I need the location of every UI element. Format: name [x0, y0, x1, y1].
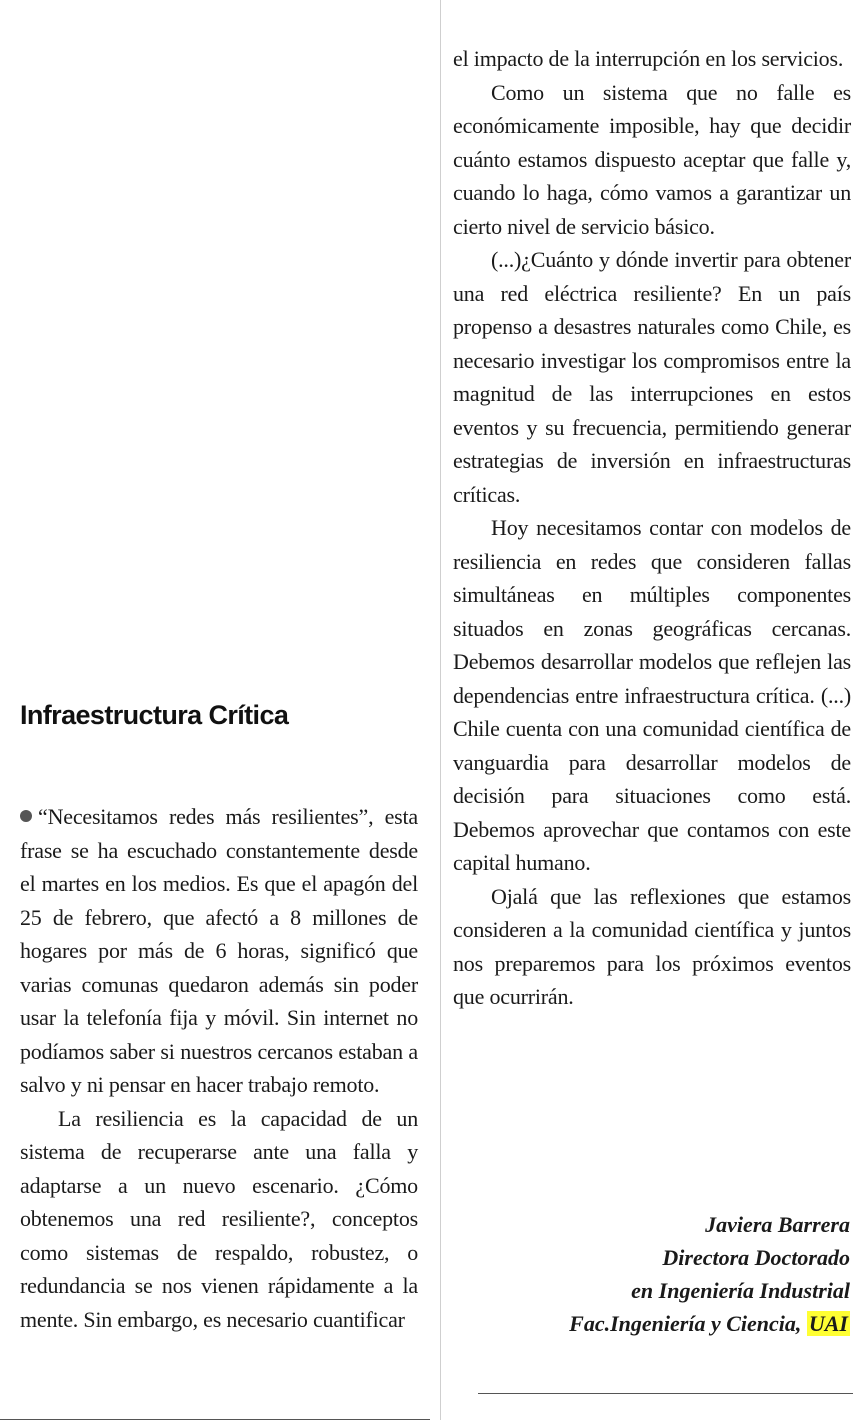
signature-rule [478, 1393, 853, 1394]
left-paragraph-1-text: “Necesitamos redes más resilientes”, esta frase se ha escuchado constantemente desde el martes en los medios. Es que el apagón del 25 de febrero, que afectó a 8 millones de hogares por más de 6 horas, significó que varias comunas quedaron además sin poder usar la telefonía fija y móvil. Sin internet no podíamos saber si nuestros cercanos estaban a salvo y ni pensar en hacer trabajo remoto. [20, 804, 418, 1097]
column-divider [440, 0, 441, 1420]
right-paragraph-3: (...)¿Cuánto y dónde invertir para obtener una red eléctrica resiliente? En un país propenso a desastres naturales como Chile, es necesario investigar los compromisos entre la magnitud de las interrupciones en estos eventos y su frecuencia, permitiendo generar estrategias de inversión en infraestructuras críticas. [453, 247, 851, 507]
right-paragraph-4: Hoy necesitamos contar con modelos de resiliencia en redes que consideren fallas simultáneas en múltiples componentes situados en zonas geográficas cercanas. Debemos desarrollar modelos que reflejen las dependencias entre infraestructura crítica. (...) Chile cuenta con una comunidad científica de vanguardia para desarrollar modelos de decisión para situaciones como está. Debemos aprovechar que contamos con este capital humano. [453, 515, 851, 875]
bullet-icon [20, 810, 32, 822]
author-affiliation [569, 1307, 850, 1340]
right-paragraph-5: Ojalá que las reflexiones que estamos consideren a la comunidad científica y juntos nos preparemos para los próximos eventos que ocurrirán. [453, 883, 851, 1009]
author-department: en Ingeniería Industrial [631, 1278, 850, 1303]
author-faculty: Fac.Ingeniería y Ciencia, [569, 1311, 802, 1336]
author-title: Directora Doctorado [662, 1245, 850, 1270]
bottom-rule [0, 1419, 430, 1420]
right-paragraph-2: Como un sistema que no falle es económicamente imposible, hay que decidir cuánto estamos dispuesto aceptar que falle y, cuando lo haga, cómo vamos a garantizar un cierto nivel de servicio básico. [453, 79, 851, 239]
right-column [453, 42, 851, 1014]
section-heading: Infraestructura Crítica [20, 700, 289, 730]
right-paragraph-1: el impacto de la interrupción en los servicios. [453, 46, 844, 71]
left-paragraph-2: La resiliencia es la capacidad de un sistema de recuperarse ante una falla y adaptarse a un nuevo escenario. ¿Cómo obtenemos una red resiliente?, conceptos como sistemas de respaldo, robustez, o redundancia se nos vienen rápidamente a la mente. Sin embargo, es necesario cuantificar [20, 1105, 418, 1332]
institution-highlight: UAI [808, 1311, 848, 1336]
left-column [20, 800, 418, 1336]
author-name: Javiera Barrera [705, 1212, 850, 1237]
author-signature [569, 1208, 850, 1340]
left-paragraph-1 [20, 800, 418, 1102]
